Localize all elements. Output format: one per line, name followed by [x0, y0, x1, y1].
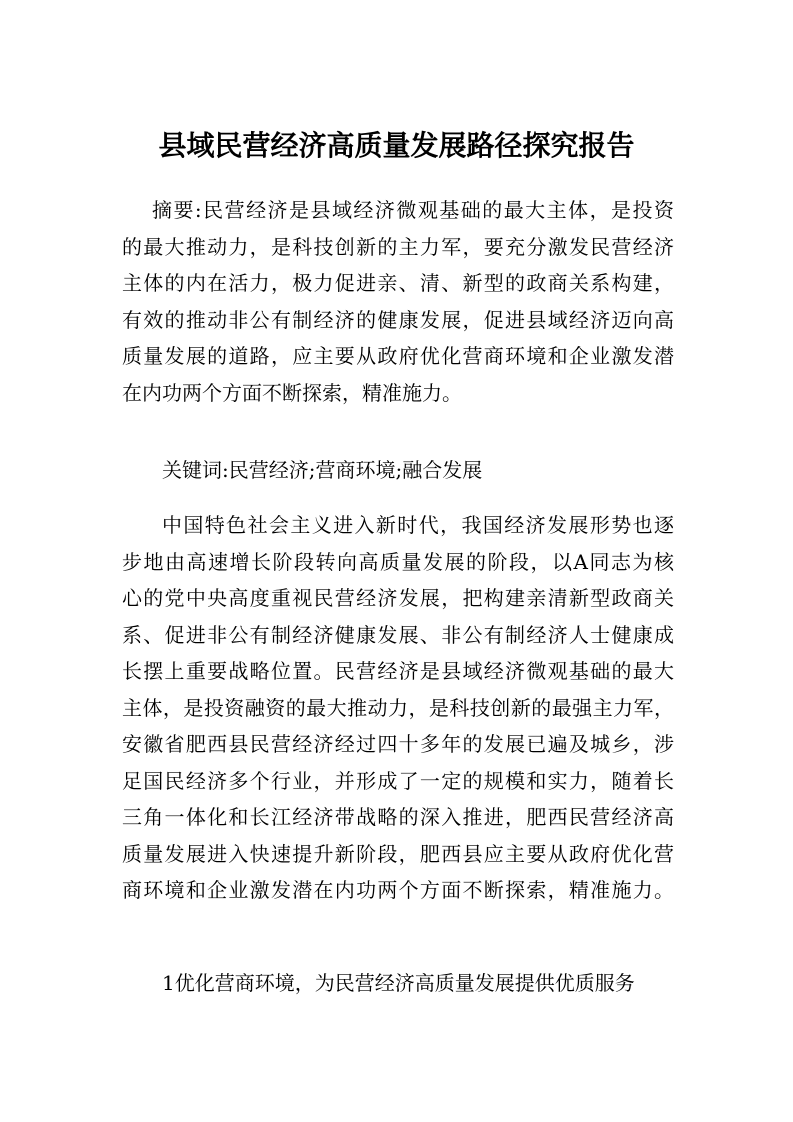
keywords-line: 关键词:民营经济;营商环境;融合发展 [162, 458, 483, 482]
abstract-line: 在内功两个方面不断探索，精准施力。 [122, 380, 462, 405]
abstract-line: 摘要:民营经济是县域经济微观基础的最大主体，是投资 [152, 198, 674, 222]
body-line: 安徽省肥西县民营经济经过四十多年的发展已遍及城乡，涉 [122, 732, 674, 756]
body-line: 系、促进非公有制经济健康发展、非公有制经济人士健康成 [122, 622, 674, 647]
abstract-line: 主体的内在活力，极力促进亲、清、新型的政商关系构建， [122, 271, 674, 295]
abstract-paragraph [122, 192, 674, 411]
abstract-line: 的最大推动力，是科技创新的主力军，要充分激发民营经济 [122, 234, 674, 259]
body-line: 步地由高速增长阶段转向高质量发展的阶段，以A同志为核 [122, 549, 674, 574]
body-line: 三角一体化和长江经济带战略的深入推进，肥西民营经济高 [122, 805, 674, 829]
body-paragraph [122, 507, 674, 909]
body-line: 长摆上重要战略位置。民营经济是县域经济微观基础的最大 [122, 659, 674, 683]
document-title: 县域民营经济高质量发展路径探究报告 [158, 129, 635, 162]
body-line: 心的党中央高度重视民营经济发展，把构建亲清新型政商关 [122, 586, 674, 610]
section-heading [122, 965, 674, 1002]
body-line: 中国特色社会主义进入新时代，我国经济发展形势也逐 [162, 513, 674, 537]
section-heading-text: 1优化营商环境，为民营经济高质量发展提供优质服务 [162, 971, 635, 995]
body-line: 质量发展进入快速提升新阶段，肥西县应主要从政府优化营 [122, 841, 674, 866]
body-line: 主体，是投资融资的最大推动力，是科技创新的最强主力军， [122, 695, 674, 720]
body-line: 足国民经济多个行业，并形成了一定的规模和实力，随着长 [122, 768, 674, 793]
keywords-paragraph [122, 452, 674, 489]
abstract-line: 质量发展的道路，应主要从政府优化营商环境和企业激发潜 [122, 344, 674, 368]
body-line: 商环境和企业激发潜在内功两个方面不断探索，精准施力。 [122, 878, 674, 902]
abstract-line: 有效的推动非公有制经济的健康发展，促进县域经济迈向高 [122, 307, 674, 332]
